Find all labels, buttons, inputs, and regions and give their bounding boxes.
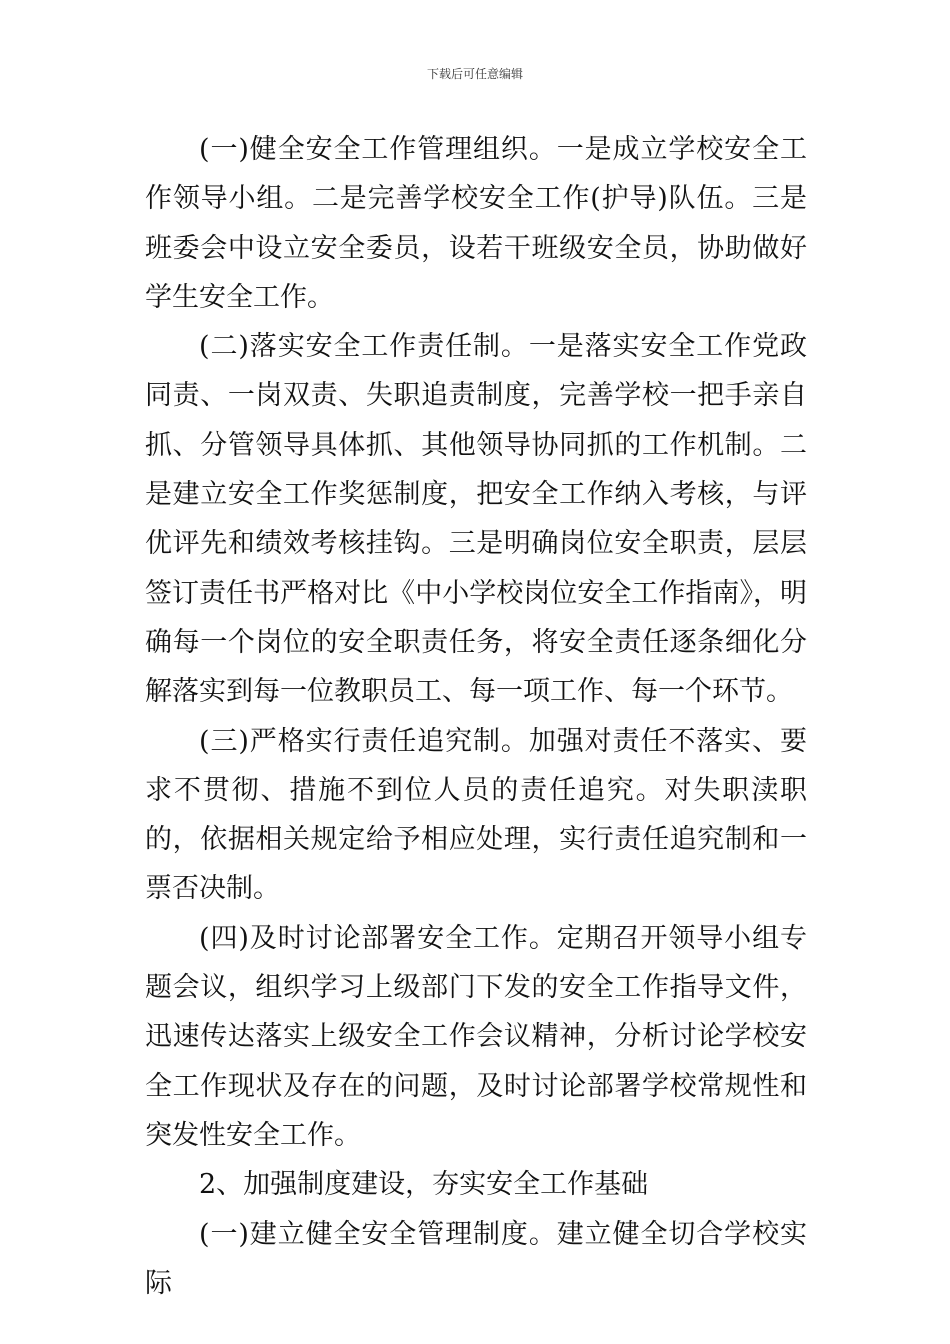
page-header: 下载后可任意编辑 <box>426 67 523 81</box>
paragraph-section-1-1: (一)健全安全工作管理组织。一是成立学校安全工作领导小组。二是完善学校安全工作(护导)队伍。三是班委会中设立安全委员，设若干班级安全员，协助做好学生安全工作。 <box>145 134 807 313</box>
paragraph-section-1-2: (二)落实安全工作责任制。一是落实安全工作党政同责、一岗双责、失职追责制度，完善学校一把手亲自抓、分管领导具体抓、其他领导协同抓的工作机制。二是建立安全工作奖惩制度，把安全工作纳入考核，与评优评先和绩效考核挂钩。三是明确岗位安全职责，层层签订责任书严格对比《中小学校岗位安全工作指南》，明确每一个岗位的安全职责任务，将安全责任逐条细化分解落实到每一位教职员工、每一项工作、每一个环节。 <box>145 331 807 708</box>
paragraph-section-1-4: (四)及时讨论部署安全工作。定期召开领导小组专题会议，组织学习上级部门下发的安全工作指导文件，迅速传达落实上级安全工作会议精神，分析讨论学校安全工作现状及存在的问题，及时讨论部署学校常规性和突发性安全工作。 <box>145 922 807 1151</box>
paragraph-section-2-1: (一)建立健全安全管理制度。建立健全切合学校实际 <box>145 1218 807 1299</box>
paragraph-section-1-3: (三)严格实行责任追究制。加强对责任不落实、要求不贯彻、措施不到位人员的责任追究。对失职渎职的，依据相关规定给予相应处理，实行责任追究制和一票否决制。 <box>145 725 807 905</box>
document-body <box>145 125 807 1308</box>
section-heading-2: 2、加强制度建设，夯实安全工作基础 <box>199 1169 649 1201</box>
